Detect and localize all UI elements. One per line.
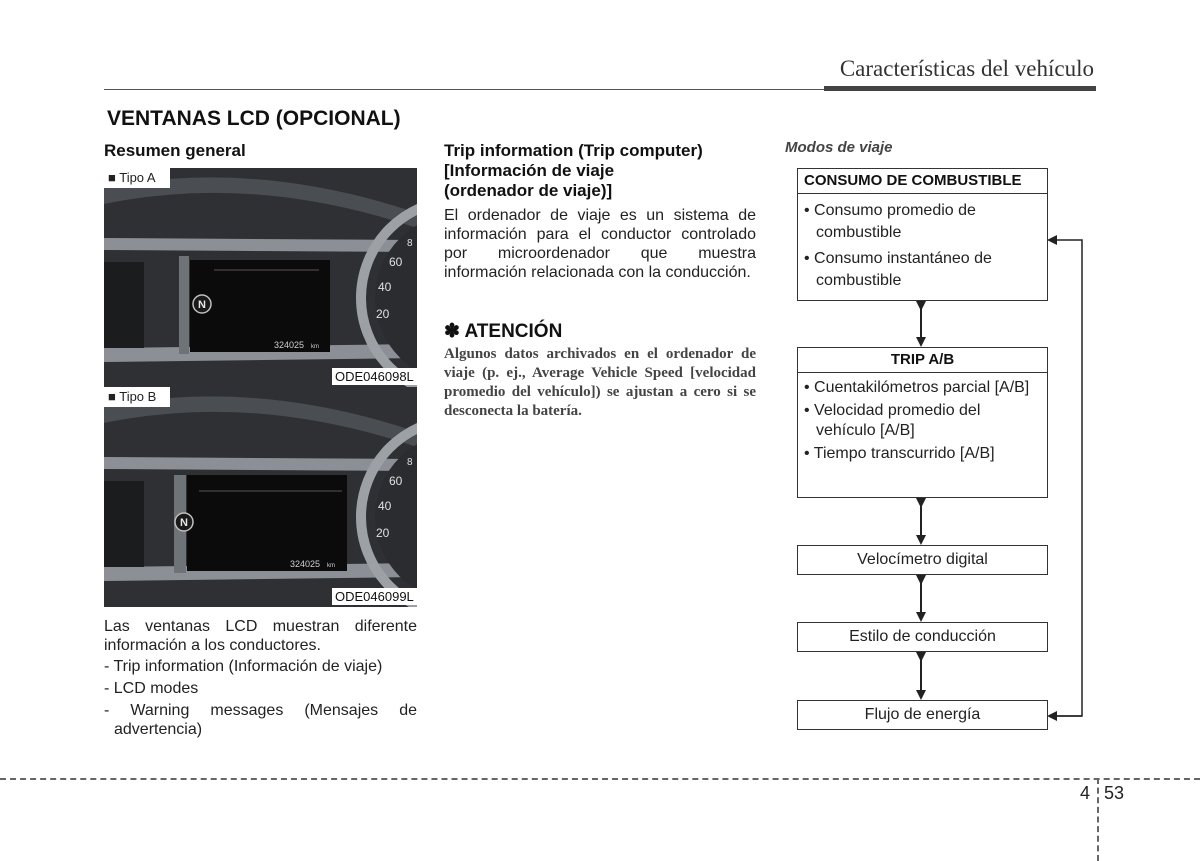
header-rule-accent	[824, 86, 1096, 91]
section-title: VENTANAS LCD (OPCIONAL)	[107, 107, 401, 130]
speed-tick-top-a: 8	[407, 238, 413, 249]
list-item: - LCD modes	[104, 680, 199, 697]
image-b-code: ODE046099L	[332, 588, 417, 605]
flow-connectors	[790, 160, 1090, 740]
speed-tick-20-a: 20	[376, 307, 390, 321]
speed-tick-60-a: 60	[389, 255, 403, 269]
overview-heading: Resumen general	[104, 141, 246, 160]
cluster-image-type-b	[104, 387, 417, 607]
overview-intro: Las ventanas LCD muestran diferente información a los conductores.	[104, 618, 417, 654]
running-header-title: Características del vehículo	[839, 56, 1094, 81]
page-number: 53	[1104, 783, 1125, 803]
speed-tick-40-b: 40	[378, 499, 392, 513]
chapter-number: 4	[1080, 783, 1091, 803]
fuel-consumption-title: CONSUMO DE COMBUSTIBLE	[798, 169, 1047, 194]
list-item: • Cuentakilómetros parcial [A/B]	[804, 379, 1030, 396]
odometer-readout-b: 324025	[290, 559, 321, 569]
odometer-unit-b: km	[327, 563, 335, 569]
gear-indicator-b: N	[180, 517, 188, 529]
trip-info-heading	[444, 141, 756, 201]
trip-info-heading-line3: (ordenador de viaje)]	[444, 181, 613, 200]
speed-tick-40-a: 40	[378, 280, 392, 294]
speed-tick-top-b: 8	[407, 457, 413, 468]
energy-flow-box: Flujo de energía	[797, 700, 1048, 730]
trip-info-heading-line1: Trip information (Trip computer)	[444, 141, 703, 160]
image-a-label: ■ Tipo A	[104, 168, 170, 188]
list-item: • Consumo instantáneo de combustible	[804, 250, 992, 289]
list-item: - Warning messages (Mensajes de advertencia)	[104, 702, 417, 738]
footer-rule	[0, 778, 1200, 780]
speed-tick-20-b: 20	[376, 526, 390, 540]
page-number-divider	[1097, 778, 1099, 861]
list-item: - Trip information (Información de viaje)	[104, 658, 383, 675]
attention-body: Algunos datos archivados en el ordenador de viaje (p. ej., Average Vehicle Speed [velocidad promedio del vehículo]) se ajustan a cero si se desconecta la batería.	[444, 346, 756, 419]
gear-indicator-a: N	[198, 299, 206, 311]
cluster-image-type-a	[104, 168, 417, 388]
attention-title: ✽ ATENCIÓN	[444, 321, 563, 342]
list-item: • Velocidad promedio del vehículo [A/B]	[804, 402, 981, 439]
overview-list	[104, 657, 417, 739]
trip-info-heading-line2: [Información de viaje	[444, 161, 615, 180]
odometer-unit-a: km	[311, 344, 319, 350]
trip-modes-label: Modos de viaje	[785, 139, 893, 156]
list-item: • Consumo promedio de combustible	[804, 202, 976, 241]
instrument-cluster-illustration-b	[104, 387, 417, 607]
digital-speedometer-box: Velocímetro digital	[797, 545, 1048, 575]
trip-ab-title: TRIP A/B	[798, 348, 1047, 373]
image-b-label: ■ Tipo B	[104, 387, 170, 407]
loop-back-arrow-icon	[1052, 240, 1082, 716]
list-item: • Tiempo transcurrido [A/B]	[804, 445, 995, 462]
trip-info-body: El ordenador de viaje es un sistema de información para el conductor controlado por microordenador que muestra información relacionada con la conducción.	[444, 207, 756, 281]
image-a-code: ODE046098L	[332, 368, 417, 385]
speed-tick-60-b: 60	[389, 474, 403, 488]
driving-style-box: Estilo de conducción	[797, 622, 1048, 652]
odometer-readout-a: 324025	[274, 340, 305, 350]
instrument-cluster-illustration-a	[104, 168, 417, 388]
